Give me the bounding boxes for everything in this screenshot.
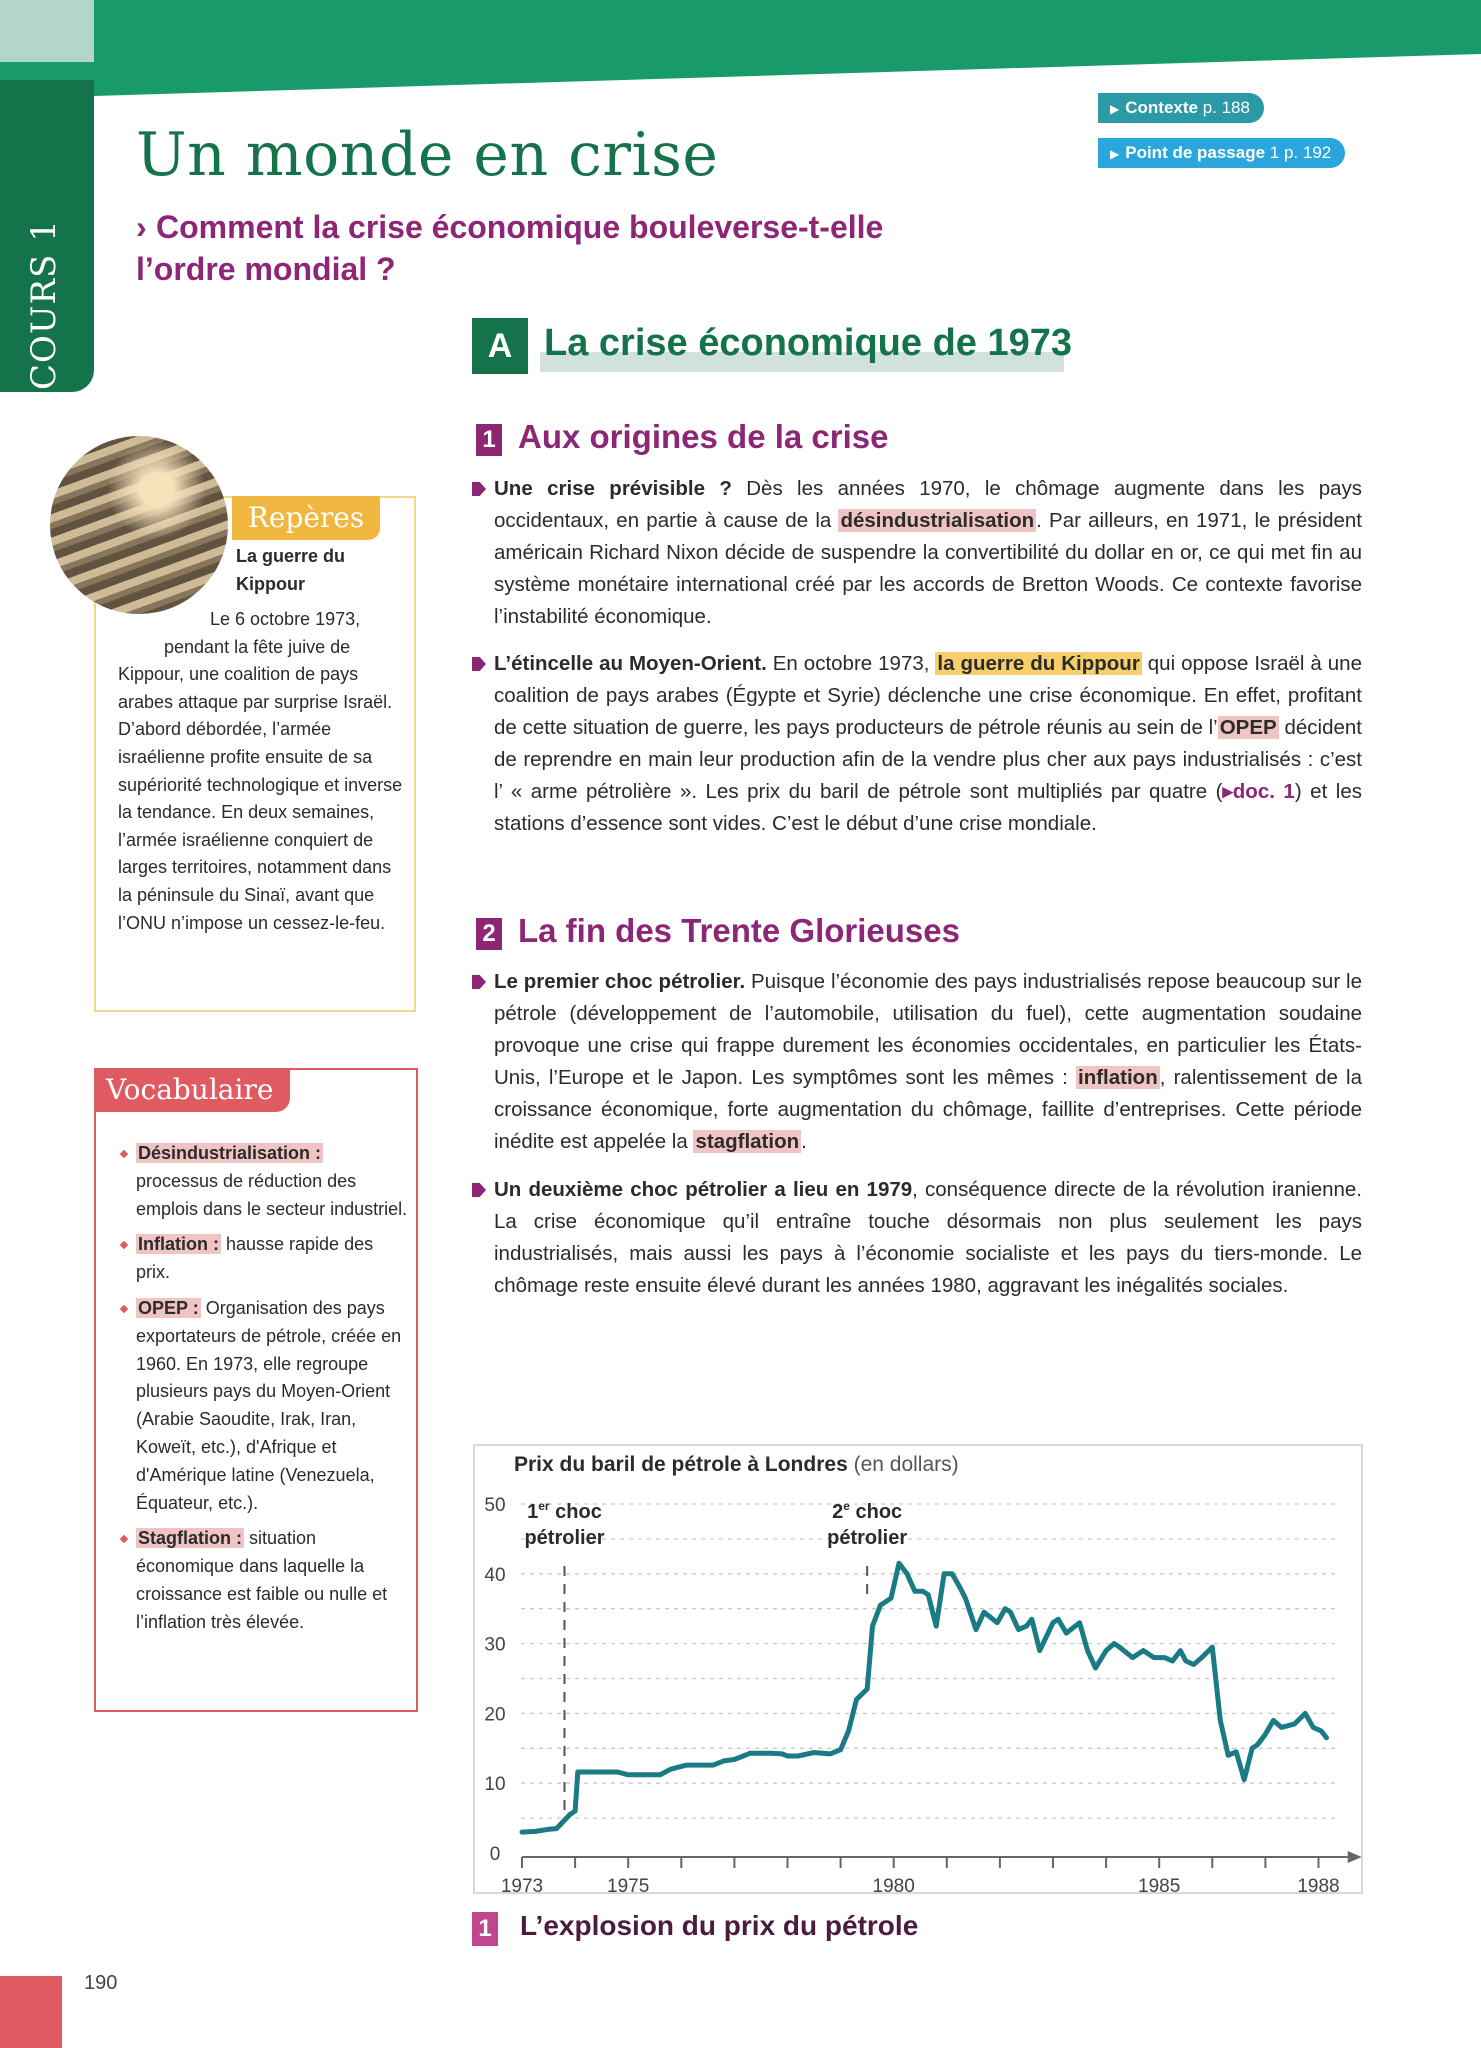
vocab-item-inflation: Inflation : hausse rapide des prix. [118, 1231, 408, 1287]
y-tick-label: 50 [484, 1495, 506, 1516]
vocab-link-desindustrialisation[interactable]: désindustrialisation [840, 509, 1035, 532]
diamond-bullet-icon [120, 1305, 128, 1313]
play-triangle-icon: ▶ [1110, 147, 1120, 161]
oil-price-line-chart [473, 1444, 1363, 1894]
x-tick-label: 1985 [1138, 1876, 1181, 1894]
doc-1-badge: 1 [472, 1912, 498, 1946]
diamond-bullet-icon [120, 1535, 128, 1543]
vocab-link-opep[interactable]: OPEP [1219, 716, 1277, 739]
subsection-1-title: Aux origines de la crise [518, 418, 889, 455]
reperes-tag: Repères [232, 496, 380, 540]
svg-text:pétrolier: pétrolier [524, 1527, 605, 1549]
vocab-item-stagflation: Stagflation : situation économique dans laquelle la croissance est faible ou nulle et l’inflation très élevée. [118, 1525, 408, 1636]
paragraph-premier-choc: Le premier choc pétrolier. Puisque l’économie des pays industrialisés repose beaucoup sur le pétrole (développement de l’automobile, utilisation du fuel), cette augmentation soudaine provoque une crise qui frappe durement les économies occidentales, en particulier les États-Unis, l’Europe et le Japon. Les symptômes sont les mêmes : inflation, ralentissement de la croissance économique, forte augmentation du chômage, faillite d’entreprises. Cette période inédite est appelée la stagflation. [494, 966, 1362, 1158]
side-tab-label: COURS 1 [24, 219, 64, 390]
chart-title: Prix du baril de pétrole à Londres (en dollars) [514, 1453, 959, 1476]
y-tick-label: 30 [484, 1634, 506, 1656]
reperes-heading: La guerre du Kippour [236, 546, 346, 594]
x-tick-label: 1973 [500, 1876, 544, 1894]
section-a-title: La crise économique de 1973 [544, 322, 1073, 364]
bullet-arrow-icon [472, 657, 486, 671]
svg-text:1er choc: 1er choc [527, 1499, 602, 1523]
reperes-text: Le 6 octobre 1973, pendant la fête juive de Kippour, une coalition de pays arabes attaque par surprise Israël. D’abord débordée, l’armée israélienne profite ensuite de sa supériorité technologique et inverse la tendance. En deux semaines, l’armée israélienne conquiert de larges territoires, notamment dans la péninsule du Sinaï, avant que l’ONU n’impose un cessez-le-feu. [118, 609, 403, 933]
page-title: Un monde en crise [136, 120, 719, 190]
paragraph-deuxieme-choc: Un deuxième choc pétrolier a lieu en 1979, conséquence directe de la révolution iranienne. La crise économique qu’il entraîne touche désormais non plus seulement les pays industrialisés, mais aussi les pays à l’économie socialiste et les pays du tiers-monde. Le chômage reste ensuite élevé durant les années 1980, aggravant les inégalités sociales. [494, 1174, 1362, 1302]
y-tick-label: 10 [484, 1774, 506, 1796]
kippour-war-photo [50, 436, 228, 614]
vocabulary-tag: Vocabulaire [94, 1068, 290, 1112]
section-a-badge: A [472, 318, 528, 374]
x-tick-label: 1975 [607, 1876, 650, 1894]
paragraph-etincelle: L’étincelle au Moyen-Orient. En octobre 1973, la guerre du Kippour qui oppose Israël à une coalition de pays arabes (Égypte et Syrie) déclenche une crise économique. En effet, profitant de cette situation de guerre, les pays producteurs de pétrole réunis au sein de l’OPEP décident de reprendre en main leur production afin de la vendre plus cher aux pays industrialisés : c’est l’ « arme pétrolière ». Les prix du baril de pétrole sont multipliés par quatre (▸doc. 1) et les stations d’essence sont vides. C’est le début d’une crise mondiale. [494, 648, 1362, 840]
diamond-bullet-icon [120, 1241, 128, 1249]
vocab-item-desindustrialisation: Désindustrialisation : processus de réduction des emplois dans le secteur industriel. [118, 1140, 408, 1223]
question-text: Comment la crise économique bouleverse-t-elle l’ordre mondial ? [136, 209, 884, 287]
header-corner-block [0, 0, 94, 62]
shock-annotation [827, 1499, 907, 1549]
subsection-2-badge: 2 [476, 918, 502, 950]
page-number: 190 [84, 1972, 118, 1994]
vocab-item-opep: OPEP : Organisation des pays exportateurs de pétrole, créée en 1960. En 1973, elle regroupe plusieurs pays du Moyen-Orient (Arabie Saoudite, Irak, Iran, Koweït, etc.), d'Afrique et d'Amérique latine (Venezuela, Équateur, etc.). [118, 1295, 408, 1517]
bullet-arrow-icon [472, 482, 486, 496]
doc-1-caption: L’explosion du prix du pétrole [520, 1910, 919, 1941]
paragraph-crise-previsible: Une crise prévisible ? Dès les années 1970, le chômage augmente dans les pays occidentaux, en partie à cause de la désindustrialisation. Par ailleurs, en 1971, le président américain Richard Nixon décide de suspendre la convertibilité du dollar en or, ce qui met fin au système monétaire international créé par les accords de Bretton Woods. Ce contexte favorise l’instabilité économique. [494, 473, 1362, 633]
chapter-side-tab [0, 80, 94, 392]
svg-text:pétrolier: pétrolier [827, 1527, 908, 1549]
reperes-link-kippour[interactable]: la guerre du Kippour [937, 652, 1140, 675]
axis-arrow-icon [1348, 1851, 1362, 1863]
y-tick-label: 0 [489, 1844, 501, 1865]
link-point-de-passage[interactable]: ▶ Point de passage 1 p. 192 [1098, 138, 1345, 168]
doc-1-reference-link[interactable]: ▸doc. 1 [1222, 780, 1295, 803]
bullet-arrow-icon [472, 1183, 486, 1197]
bullet-arrow-icon [472, 975, 486, 989]
vocab-link-stagflation[interactable]: stagflation [695, 1130, 800, 1153]
oil-price-series-line [522, 1563, 1327, 1832]
svg-text:2e choc: 2e choc [832, 1499, 903, 1523]
problem-question [136, 206, 896, 290]
link-contexte[interactable]: ▶ Contexte p. 188 [1098, 93, 1264, 123]
subsection-2-title: La fin des Trente Glorieuses [518, 912, 960, 949]
header-band [0, 0, 1481, 96]
y-tick-label: 20 [484, 1704, 506, 1726]
vocabulary-list [118, 1140, 408, 1645]
diamond-bullet-icon [120, 1150, 128, 1158]
subsection-1-badge: 1 [476, 424, 502, 456]
y-tick-label: 40 [484, 1564, 506, 1586]
play-triangle-icon: ▶ [1110, 102, 1120, 116]
x-tick-label: 1980 [872, 1876, 915, 1894]
page-corner-tab [0, 1976, 62, 2048]
vocab-link-inflation[interactable]: inflation [1078, 1066, 1158, 1089]
shock-annotation [524, 1499, 604, 1549]
chevron-right-icon: › [136, 209, 147, 245]
x-tick-label: 1988 [1297, 1876, 1340, 1894]
